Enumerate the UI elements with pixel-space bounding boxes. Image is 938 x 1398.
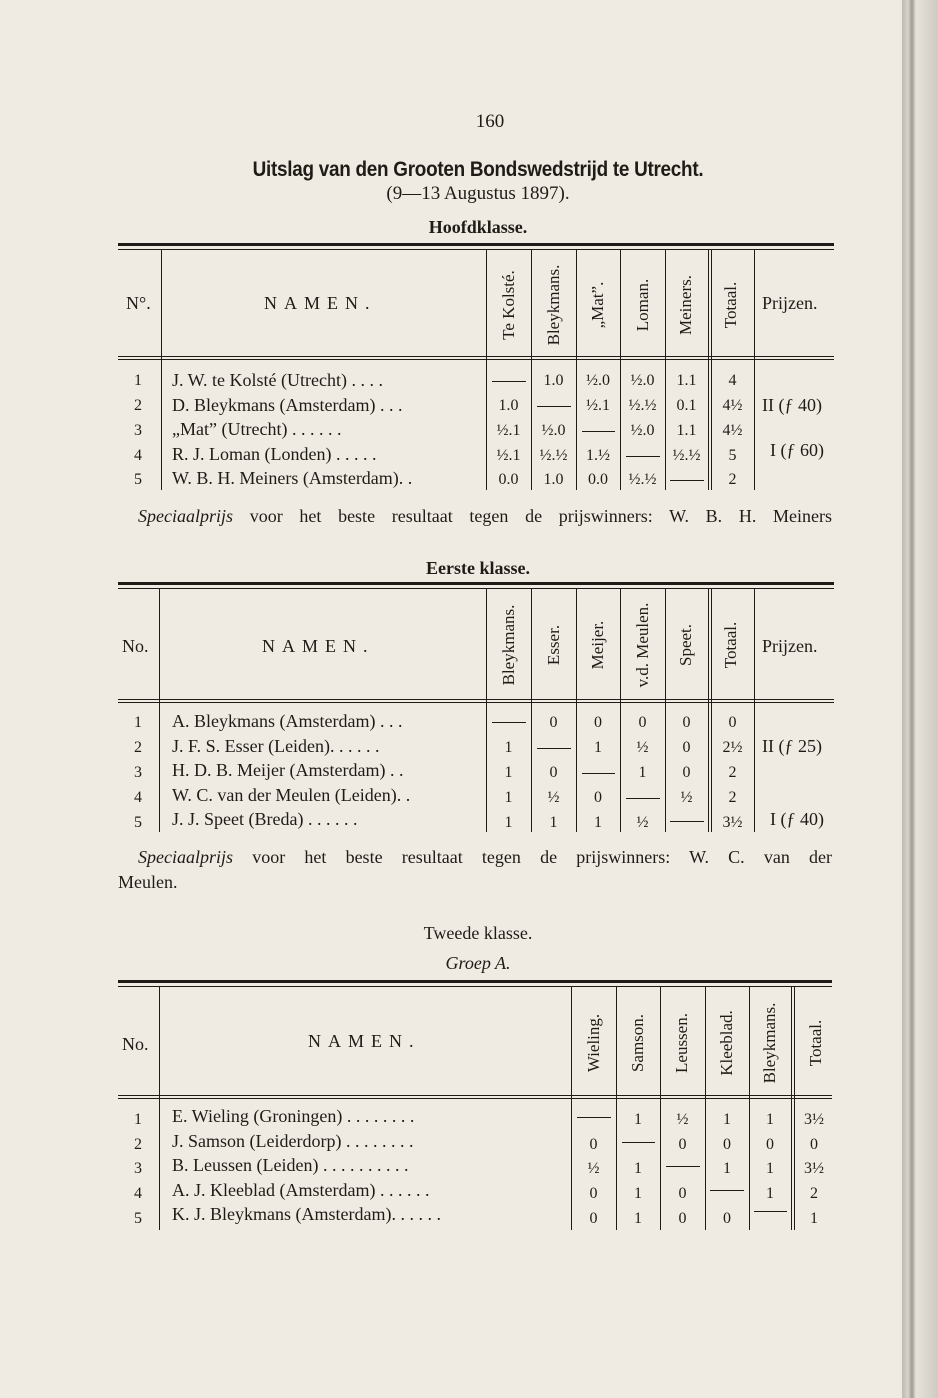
table-top-rule-thin	[118, 986, 832, 987]
page-subtitle: (9—13 Augustus 1897).	[386, 183, 570, 204]
no-header: No.	[122, 1034, 149, 1054]
col-header-wieling: Wieling.	[584, 1013, 603, 1073]
header-rule	[118, 356, 834, 357]
row-number: 1	[134, 714, 142, 731]
col-header-samson: Samson.	[628, 1013, 647, 1073]
result-cell: ½.½	[628, 471, 657, 488]
page-edge	[902, 0, 938, 1398]
self-dash	[626, 798, 660, 799]
header-rule	[118, 1095, 832, 1096]
row-number: 5	[134, 814, 142, 831]
col-header-mat: „Mat”.	[588, 281, 607, 329]
player-name: A. Bleykmans (Amsterdam) . . .	[172, 711, 403, 731]
col-header-meiners: Meiners.	[676, 275, 695, 335]
row-number: 4	[134, 447, 142, 464]
player-name: J. J. Speet (Breda) . . . . . .	[172, 809, 358, 829]
special-prize-note: Speciaalprijs voor het beste resultaat tegen de prijswinners: W. B. H. Meiners	[138, 506, 833, 526]
result-cell: 0	[678, 1136, 687, 1153]
col-header-bleykmans: Bleykmans.	[499, 604, 518, 686]
result-cell: 1	[634, 1210, 642, 1227]
total-cell: 4½	[722, 422, 743, 439]
result-cell: 1	[504, 789, 513, 806]
player-name: W. C. van der Meulen (Leiden). .	[172, 785, 411, 805]
result-cell: ½.0	[630, 372, 655, 389]
row-number: 5	[134, 471, 142, 488]
result-cell: 1.½	[586, 447, 610, 464]
player-name: E. Wieling (Groningen) . . . . . . . .	[172, 1106, 415, 1126]
result-cell: 1.1	[676, 372, 697, 389]
header-rule-2	[118, 702, 834, 703]
total-cell: 3½	[804, 1111, 824, 1128]
player-name: D. Bleykmans (Amsterdam) . . .	[172, 395, 403, 415]
result-cell: 0	[589, 1210, 598, 1227]
prize-cell: I (ƒ 40)	[770, 809, 824, 829]
self-dash	[670, 821, 704, 822]
player-name: R. J. Loman (Londen) . . . . .	[172, 444, 377, 464]
names-header: NAMEN.	[264, 293, 377, 313]
col-header-speet: Speet.	[676, 623, 695, 667]
result-cell: 0	[723, 1210, 731, 1227]
col-divider	[159, 987, 160, 1230]
player-name: B. Leussen (Leiden) . . . . . . . . . .	[172, 1155, 409, 1175]
total-cell: 3½	[804, 1160, 824, 1177]
prize-cell: II (ƒ 40)	[762, 395, 822, 415]
col-header-vd-meulen: v.d. Meulen.	[633, 602, 652, 688]
section-title-eerste-klasse: Eerste klasse.	[426, 558, 530, 578]
result-cell: ½.½	[672, 447, 701, 464]
row-number: 4	[134, 789, 142, 806]
result-cell: ½.½	[628, 397, 657, 414]
row-number: 1	[134, 372, 142, 389]
result-cell: ½	[680, 789, 693, 806]
row-number: 2	[134, 397, 142, 414]
col-divider	[754, 589, 755, 832]
total-cell: 2	[728, 789, 737, 806]
group-title: Groep A.	[445, 953, 511, 973]
result-cell: 0	[594, 714, 602, 731]
prize-header: Prijzen.	[762, 293, 818, 313]
player-name: H. D. B. Meijer (Amsterdam) . .	[172, 760, 404, 780]
result-cell: 1.0	[498, 397, 519, 414]
result-cell: 1	[634, 1185, 642, 1202]
result-cell: ½.0	[541, 422, 566, 439]
player-name: J. W. te Kolsté (Utrecht) . . . .	[172, 370, 383, 390]
section-title-hoofdklasse: Hoofdklasse.	[428, 217, 528, 237]
col-header-totaal: Totaal.	[721, 281, 740, 329]
prize-header: Prijzen.	[762, 636, 818, 656]
total-cell: 0	[810, 1136, 818, 1153]
result-cell: ½.0	[586, 372, 610, 389]
result-cell: ½	[587, 1160, 600, 1177]
section-title-tweede-klasse: Tweede klasse.	[423, 923, 533, 943]
col-header-bleykmans: Bleykmans.	[760, 1002, 779, 1084]
result-cell: 1.1	[676, 422, 697, 439]
table-top-rule	[118, 980, 832, 983]
result-cell: 1	[634, 1160, 642, 1177]
header-rule	[118, 699, 834, 700]
special-prize-note: Speciaalprijs voor het beste resultaat tegen de prijswinners: W. C. van der	[138, 847, 833, 867]
result-cell: ½	[547, 789, 560, 806]
result-cell: 0	[678, 1185, 687, 1202]
self-dash	[577, 1117, 611, 1118]
result-cell: ½	[636, 814, 649, 831]
col-header-bleykmans: Bleykmans.	[544, 264, 563, 346]
self-dash	[626, 456, 660, 457]
total-cell: 2	[810, 1185, 818, 1202]
self-dash	[582, 431, 615, 432]
total-cell: 4	[728, 372, 737, 389]
total-cell: 1	[810, 1210, 818, 1227]
result-cell: ½.1	[586, 397, 610, 414]
names-header: NAMEN.	[308, 1031, 421, 1051]
result-cell: 1	[594, 814, 602, 831]
result-cell: 1	[504, 814, 513, 831]
col-divider	[620, 589, 621, 832]
result-cell: ½.1	[496, 447, 521, 464]
row-number: 2	[134, 1136, 142, 1153]
total-cell: 2	[728, 764, 737, 781]
col-header-leussen: Leussen.	[672, 1013, 691, 1073]
table-top-rule-thin	[118, 588, 834, 589]
self-dash	[582, 773, 615, 774]
col-header-totaal: Totaal.	[806, 1019, 825, 1067]
row-number: 3	[134, 764, 142, 781]
result-cell: 0	[723, 1136, 731, 1153]
self-dash	[666, 1166, 700, 1167]
col-divider	[705, 987, 706, 1230]
result-cell: 1	[638, 764, 647, 781]
self-dash	[537, 748, 571, 749]
result-cell: 1	[549, 814, 558, 831]
result-cell: 1.0	[543, 471, 564, 488]
result-cell: 0	[766, 1136, 774, 1153]
result-cell: ½	[636, 739, 649, 756]
result-cell: ½.½	[539, 447, 568, 464]
prize-cell: II (ƒ 25)	[762, 736, 822, 756]
prize-cell: I (ƒ 60)	[770, 440, 824, 460]
total-cell: 2½	[722, 739, 743, 756]
player-name: K. J. Bleykmans (Amsterdam). . . . . .	[172, 1204, 441, 1224]
col-header-te-kolste: Te Kolsté.	[499, 270, 518, 340]
table-top-rule	[118, 243, 834, 246]
names-header: NAMEN.	[262, 636, 375, 656]
table-top-rule	[118, 582, 834, 585]
header-rule-2	[118, 1098, 832, 1099]
result-cell: 1	[723, 1160, 731, 1177]
result-cell: 1	[634, 1111, 642, 1128]
result-cell: 1	[766, 1160, 774, 1177]
col-divider	[161, 250, 162, 490]
total-cell: 2	[728, 471, 737, 488]
result-cell: 0	[682, 714, 691, 731]
col-header-kleeblad: Kleeblad.	[717, 1010, 736, 1076]
result-cell: 0	[549, 714, 558, 731]
col-divider	[791, 987, 792, 1230]
total-cell: 3½	[722, 814, 743, 831]
row-number: 1	[134, 1111, 142, 1128]
result-cell: 1	[504, 739, 513, 756]
row-number: 3	[134, 1160, 142, 1177]
self-dash	[710, 1190, 744, 1191]
table-top-rule-thin	[118, 249, 834, 250]
result-cell: 0	[594, 789, 602, 806]
self-dash	[492, 722, 526, 723]
row-number: 5	[134, 1210, 142, 1227]
result-cell: 0.0	[498, 471, 519, 488]
self-dash	[754, 1211, 787, 1212]
self-dash	[537, 406, 571, 407]
result-cell: 1	[766, 1185, 774, 1202]
result-cell: 1	[723, 1111, 731, 1128]
special-prize-note-cont: Meulen.	[118, 872, 178, 892]
total-cell: 0	[728, 714, 737, 731]
col-divider	[708, 250, 709, 490]
result-cell: 1	[766, 1111, 774, 1128]
col-divider	[708, 589, 709, 832]
page-title: Uitslag van den Grooten Bondswedstrijd te Utrecht.	[252, 158, 704, 181]
row-number: 4	[134, 1185, 142, 1202]
result-cell: 1.0	[543, 372, 564, 389]
result-cell: 0	[589, 1136, 598, 1153]
player-name: W. B. H. Meiners (Amsterdam). .	[172, 468, 413, 488]
page-number: 160	[475, 111, 505, 132]
no-header: N°.	[126, 293, 151, 313]
col-header-totaal: Totaal.	[721, 621, 740, 669]
result-cell: 0.1	[676, 397, 697, 414]
result-cell: 0	[589, 1185, 598, 1202]
result-cell: 0	[678, 1210, 687, 1227]
col-header-loman: Loman.	[633, 278, 652, 332]
result-cell: 1	[504, 764, 513, 781]
total-cell: 4½	[722, 397, 743, 414]
col-divider	[620, 250, 621, 490]
col-divider	[754, 250, 755, 490]
no-header: No.	[122, 636, 149, 656]
player-name: J. F. S. Esser (Leiden). . . . . .	[172, 736, 380, 756]
player-name: A. J. Kleeblad (Amsterdam) . . . . . .	[172, 1180, 430, 1200]
col-divider	[159, 589, 160, 832]
result-cell: ½	[676, 1111, 689, 1128]
self-dash	[492, 381, 526, 382]
result-cell: 1	[594, 739, 602, 756]
col-header-esser: Esser.	[544, 624, 563, 666]
result-cell: 0	[638, 714, 647, 731]
total-cell: 5	[728, 447, 737, 464]
result-cell: ½.1	[496, 422, 521, 439]
row-number: 2	[134, 739, 142, 756]
header-rule-2	[118, 359, 834, 360]
result-cell: 0	[682, 739, 691, 756]
result-cell: 0.0	[588, 471, 608, 488]
row-number: 3	[134, 422, 142, 439]
self-dash	[622, 1142, 655, 1143]
col-header-meijer: Meijer.	[588, 620, 607, 670]
player-name: „Mat” (Utrecht) . . . . . .	[172, 419, 342, 439]
player-name: J. Samson (Leiderdorp) . . . . . . . .	[172, 1131, 414, 1151]
result-cell: ½.0	[630, 422, 655, 439]
result-cell: 0	[682, 764, 691, 781]
self-dash	[670, 480, 704, 481]
result-cell: 0	[549, 764, 558, 781]
